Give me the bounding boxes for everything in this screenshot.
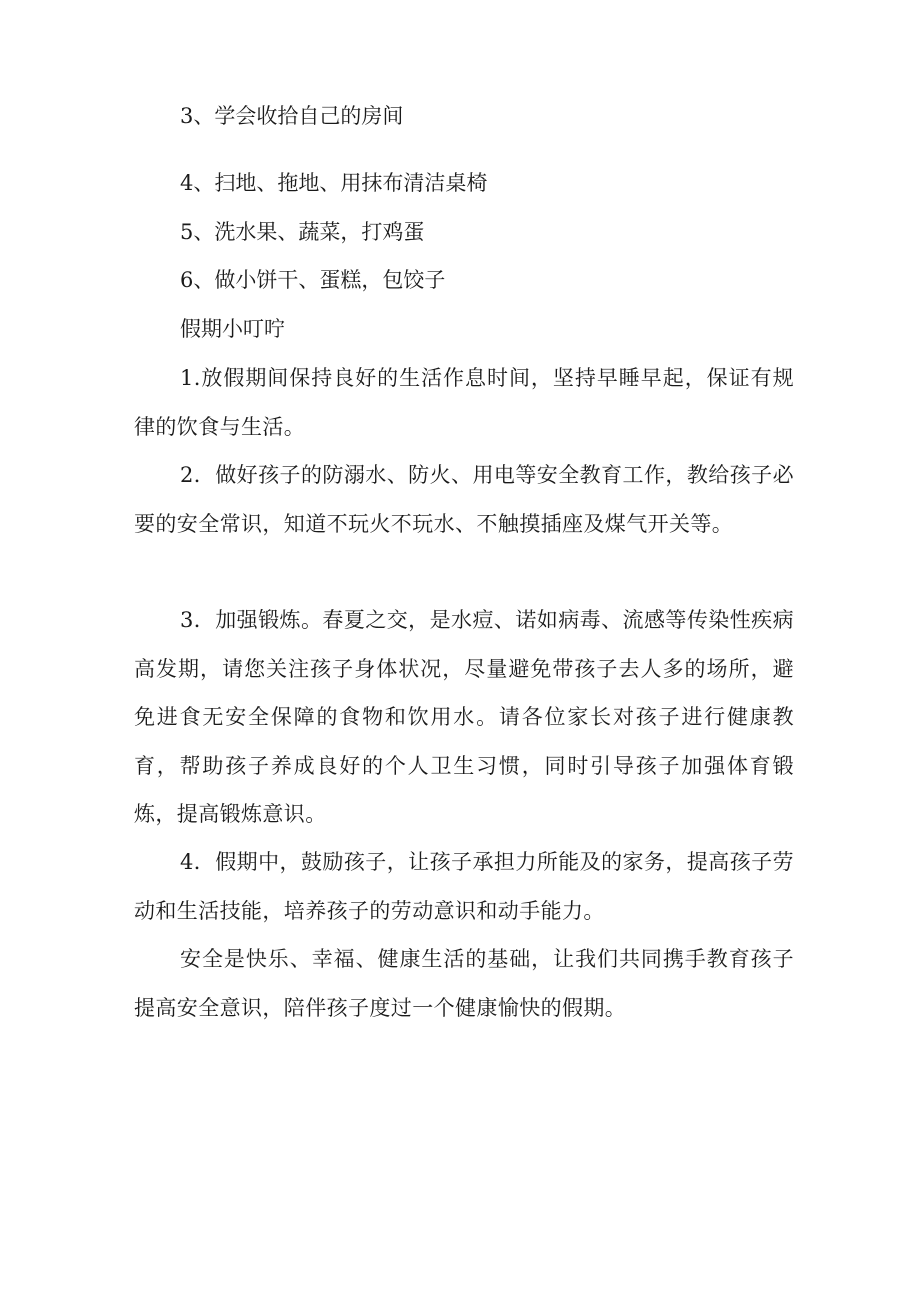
reminder-paragraph-1: 1.放假期间保持良好的生活作息时间，坚持早睡早起，保证有规律的饮食与生活。 <box>134 366 794 439</box>
reminder-paragraph-3: 3．加强锻炼。春夏之交，是水痘、诺如病毒、流感等传染性疾病高发期，请您关注孩子身体状况，尽量避免带孩子去人多的场所，避免进食无安全保障的食物和饮用水。请各位家长对孩子进行健康教育，帮助孩子养成良好的个人卫生习惯，同时引导孩子加强体育锻炼，提高锻炼意识。 <box>134 608 794 826</box>
task-item-3: 3、学会收拾自己的房间 <box>180 104 404 128</box>
task-item-5: 5、洗水果、蔬菜，打鸡蛋 <box>180 220 425 244</box>
reminder-paragraph-2: 2．做好孩子的防溺水、防火、用电等安全教育工作，教给孩子必要的安全常识，知道不玩火不玩水、不触摸插座及煤气开关等。 <box>134 463 794 536</box>
task-item-6: 6、做小饼干、蛋糕，包饺子 <box>180 268 446 292</box>
task-item-4: 4、扫地、拖地、用抹布清洁桌椅 <box>180 171 488 195</box>
reminder-heading: 假期小叮咛 <box>180 317 285 341</box>
reminder-paragraph-4: 4．假期中，鼓励孩子，让孩子承担力所能及的家务，提高孩子劳动和生活技能，培养孩子的劳动意识和动手能力。 <box>134 850 794 923</box>
closing-paragraph: 安全是快乐、幸福、健康生活的基础，让我们共同携手教育孩子提高安全意识，陪伴孩子度过一个健康愉快的假期。 <box>134 947 794 1020</box>
